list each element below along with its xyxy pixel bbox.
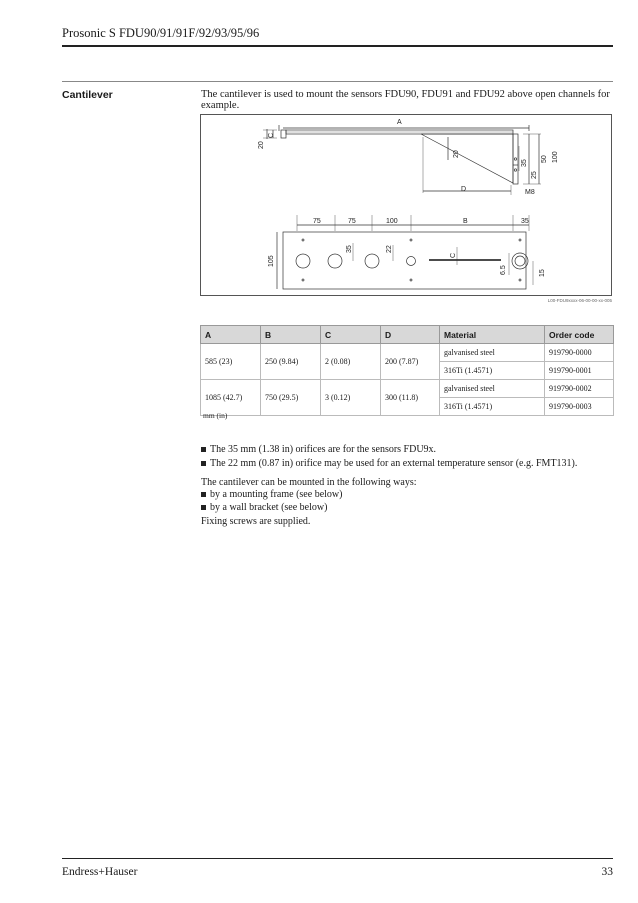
dimensions-table xyxy=(200,325,614,416)
list-item: by a wall bracket (see below) xyxy=(201,501,342,514)
cell-a: 585 (23) xyxy=(201,344,261,380)
footer-brand: Endress+Hauser xyxy=(62,866,138,878)
label-20b: 20 xyxy=(453,150,460,158)
cell-c: 3 (0.12) xyxy=(321,380,381,416)
cell-d: 200 (7.87) xyxy=(381,344,440,380)
table-row xyxy=(201,380,614,398)
unit-note: mm (in) xyxy=(203,411,228,420)
list-item: by a mounting frame (see below) xyxy=(201,488,342,501)
cell-material: galvanised steel xyxy=(440,344,545,362)
label-15: 15 xyxy=(539,269,546,277)
mount-options xyxy=(201,488,342,514)
cell-b: 750 (29.5) xyxy=(261,380,321,416)
footer-rule xyxy=(62,858,613,859)
top-view xyxy=(277,215,533,289)
page-number: 33 xyxy=(601,866,613,878)
col-material: Material xyxy=(440,326,545,344)
cell-order-code: 919790-0001 xyxy=(545,362,614,380)
col-order-code: Order code xyxy=(545,326,614,344)
label-50: 50 xyxy=(541,155,548,163)
col-a: A xyxy=(201,326,261,344)
drawing-code: L00-FDU9xxxx-06-00-00-xx-005 xyxy=(547,298,612,303)
cell-b: 250 (9.84) xyxy=(261,344,321,380)
label-20a: 20 xyxy=(258,141,265,149)
list-item: The 22 mm (0.87 in) orifice may be used for an external temperature sensor (e.g. FMT131). xyxy=(201,457,577,471)
label-c2: C xyxy=(450,252,457,258)
label-c: C xyxy=(268,132,275,138)
table-header-row xyxy=(201,326,614,344)
mount-intro: The cantilever can be mounted in the following ways: xyxy=(201,477,417,488)
section-intro: The cantilever is used to mount the sensors FDU90, FDU91 and FDU92 above open channels for example. xyxy=(201,89,610,111)
cell-order-code: 919790-0003 xyxy=(545,398,614,416)
list-item: The 35 mm (1.38 in) orifices are for the sensors FDU9x. xyxy=(201,443,577,457)
cell-order-code: 919790-0002 xyxy=(545,380,614,398)
label-a: A xyxy=(397,119,402,126)
label-m8: M8 xyxy=(525,189,535,196)
cell-a: 1085 (42.7) xyxy=(201,380,261,416)
header-rule xyxy=(62,45,613,47)
label-75b: 75 xyxy=(348,218,356,225)
label-65: 6.5 xyxy=(500,265,507,275)
orifice-notes xyxy=(201,443,577,470)
cell-c: 2 (0.08) xyxy=(321,344,381,380)
label-75a: 75 xyxy=(313,218,321,225)
cell-order-code: 919790-0000 xyxy=(545,344,614,362)
label-35c: 35 xyxy=(346,245,353,253)
label-35b: 35 xyxy=(521,218,529,225)
table-row xyxy=(201,344,614,362)
side-view xyxy=(263,125,541,195)
col-d: D xyxy=(381,326,440,344)
cell-material: 316Ti (1.4571) xyxy=(440,362,545,380)
cell-material: galvanised steel xyxy=(440,380,545,398)
cantilever-drawing xyxy=(201,115,611,295)
cell-d: 300 (11.8) xyxy=(381,380,440,416)
col-c: C xyxy=(321,326,381,344)
closing-note: Fixing screws are supplied. xyxy=(201,516,311,527)
technical-drawing xyxy=(200,114,612,296)
label-100b: 100 xyxy=(386,218,398,225)
running-header: Prosonic S FDU90/91/91F/92/93/95/96 xyxy=(62,26,260,40)
drawing-labels xyxy=(258,119,559,277)
section-title: Cantilever xyxy=(62,89,113,101)
label-100: 100 xyxy=(552,151,559,163)
label-b: B xyxy=(463,218,468,225)
col-b: B xyxy=(261,326,321,344)
label-d: D xyxy=(461,186,467,193)
label-22: 22 xyxy=(386,245,393,253)
label-105: 105 xyxy=(268,255,275,267)
label-25: 25 xyxy=(531,171,538,179)
section-rule xyxy=(62,81,613,82)
label-35a: 35 xyxy=(521,159,528,167)
cell-material: 316Ti (1.4571) xyxy=(440,398,545,416)
